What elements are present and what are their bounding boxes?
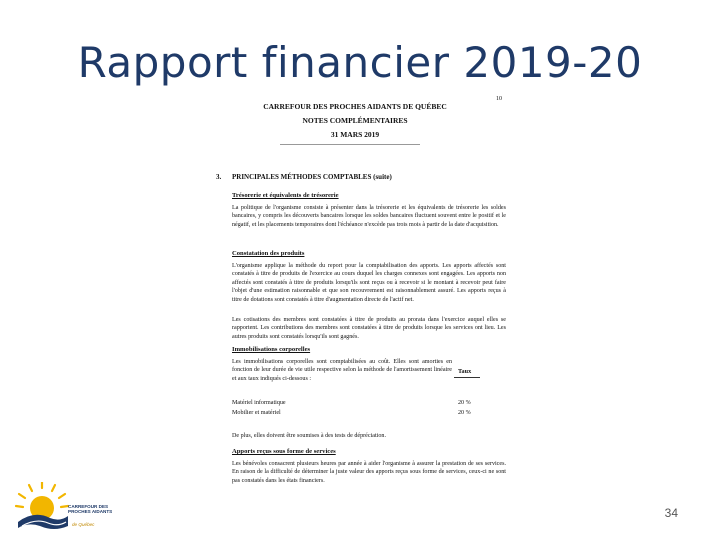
scan-paragraph-apports-services: Les bénévoles consacrent plusieurs heures par année à aider l'organisme à assurer la prestation de ses services. En raison de la difficulté de déterminer la juste valeur des apports reçus sous forme de services, ceux-ci ne sont pas constatés dans les états financiers. (232, 461, 506, 484)
scan-rate-underline (454, 377, 480, 378)
logo-text-line1: CARREFOUR DES PROCHES AIDANTS (68, 504, 113, 515)
scan-rate-value: 20 % (458, 400, 471, 406)
scan-rate-value: 20 % (458, 410, 471, 416)
scan-header-divider (280, 144, 420, 145)
scan-page-number: 10 (496, 96, 502, 102)
scanned-document-page (200, 96, 520, 496)
scan-doc-title: NOTES COMPLÉMENTAIRES (302, 116, 408, 125)
scan-paragraph-produits: L'organisme applique la méthode du report pour la comptabilisation des apports. Les apports affectés sont constatés à titre de produits de l'exercice au cours duquel les charges connexes sont engagées. Les apports non affectés sont constatés à titre de produits lorsqu'ils sont reçus ou à recevoir si le montant à recevoir peut faire l'objet d'une estimation raisonnable et que son recouvrement est raisonnablement assuré. Les apports reçus à titre de dotations sont constatés à titre d'augmentation directe de l'actif net. (232, 263, 506, 303)
scan-date: 31 MARS 2019 (330, 130, 380, 139)
scan-heading-apports-services: Apports reçus sous forme de services (232, 448, 336, 455)
scan-heading-tresorerie: Trésorerie et équivalents de trésorerie (232, 192, 339, 199)
scan-rate-label: Matériel informatique (232, 400, 286, 406)
sun-icon (14, 482, 70, 532)
scan-paragraph-immobilisations: Les immobilisations corporelles sont comptabilisées au coût. Elles sont amorties en fonction de leur durée de vie utile respective selon la méthode de l'amortissement linéaire et aux taux indiqués ci-dessous : (232, 359, 452, 382)
slide-number: 34 (664, 506, 678, 520)
scan-rate-label: Mobilier et matériel (232, 410, 281, 416)
scan-paragraph-cotisations: Les cotisations des membres sont constatées à titre de produits au prorata dans l'exercice auquel elles se rapportent. Les contributions des membres sont constatées à titre de produits lorsque les services ont lieu. Les autres produits sont constatés lorsqu'ils sont gagnés. (232, 317, 506, 340)
scan-heading-produits: Constatation des produits (232, 250, 305, 257)
scan-rate-header: Taux (458, 368, 472, 375)
scan-section-number: 3. (216, 173, 222, 181)
slide-title: Rapport financier 2019-20 (77, 38, 643, 87)
scan-heading-immobilisations: Immobilisations corporelles (232, 346, 311, 353)
scan-paragraph-depreciation: De plus, elles doivent être soumises à des tests de dépréciation. (232, 433, 386, 439)
scan-paragraph-tresorerie: La politique de l'organisme consiste à présenter dans la trésorerie et les équivalents de trésorerie les soldes bancaires, y compris les découverts bancaires lorsque les soldes bancaires fluctuent souvent entre le positif et le négatif, et les placements temporaires dont l'échéance n'excède pas trois mois à partir de la date d'acquisition. (232, 205, 506, 228)
scan-org-name: CARREFOUR DES PROCHES AIDANTS DE QUÉBEC (263, 102, 447, 111)
scan-section-title: PRINCIPALES MÉTHODES COMPTABLES (suite) (232, 173, 392, 181)
organization-logo (14, 482, 114, 532)
logo-text-line2: de Québec (72, 522, 95, 527)
